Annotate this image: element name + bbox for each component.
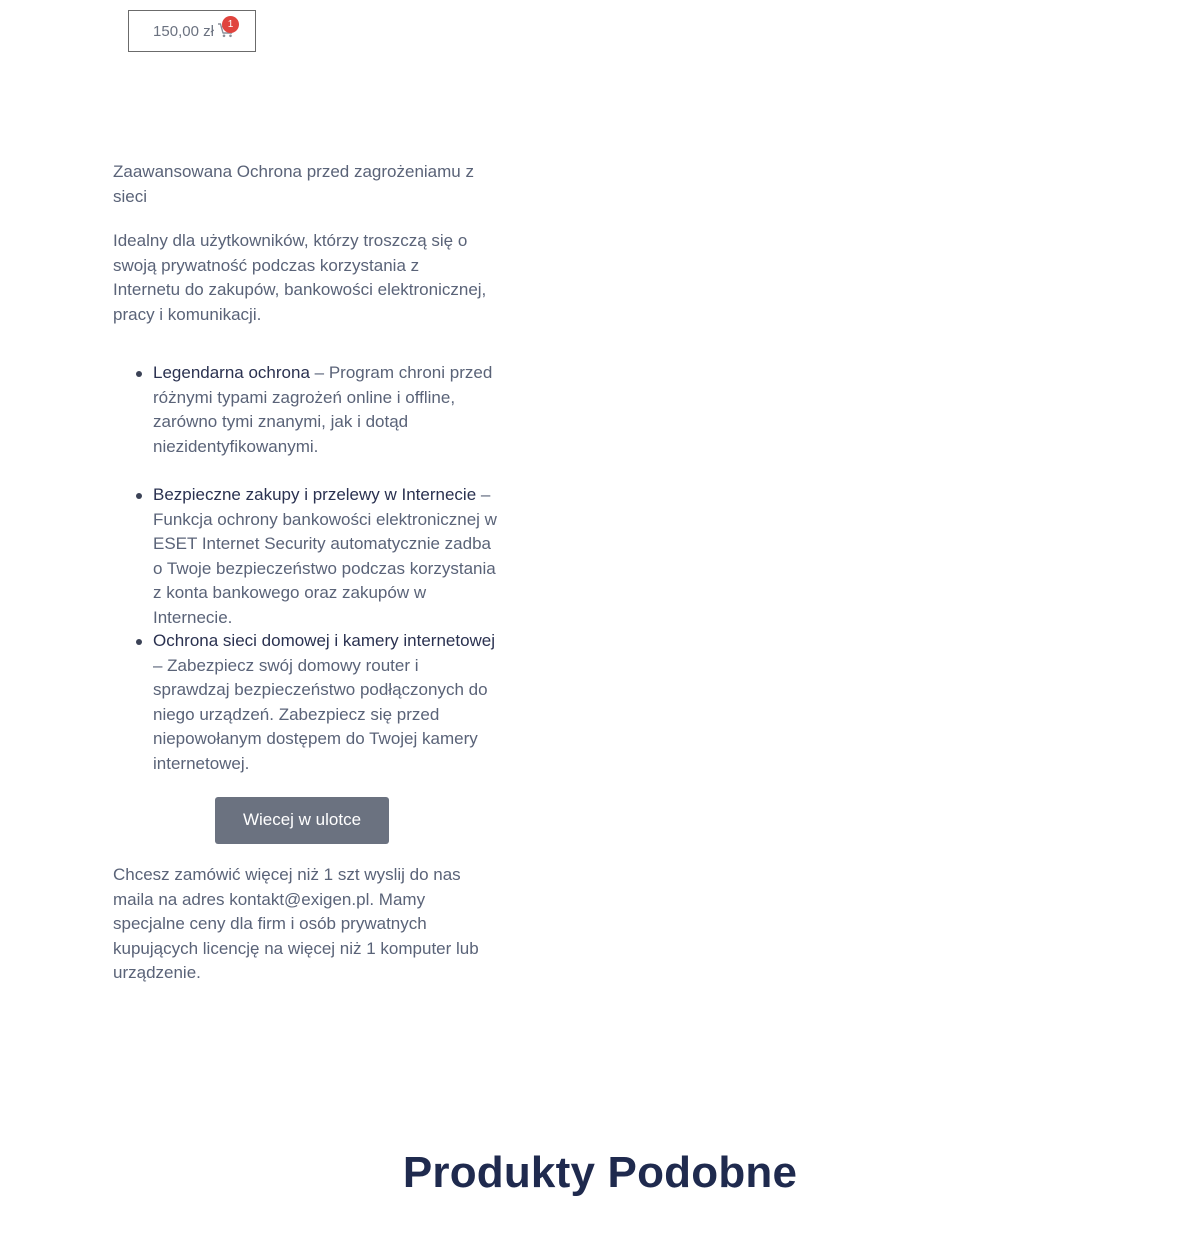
bulk-order-note: Chcesz zamówić więcej niż 1 szt wyslij do nas maila na adres kontakt@exigen.pl. Mamy specjalne ceny dla firm i osób prywatnych kupujących licencję na więcej niż 1 komputer lub urządzenie. [113, 865, 479, 982]
product-intro: Idealny dla użytkowników, którzy troszczą się o swoją prywatność podczas korzystania z Internetu do zakupów, bankowości elektronicznej, pracy i komunikacji. [113, 231, 487, 324]
feature-description: – Zabezpiecz swój domowy router i sprawdzaj bezpieczeństwo podłączonych do niego urządzeń. Zabezpiecz się przed niepowołanym dostępem do Twojej kamery internetowej. [153, 655, 488, 773]
feature-title: Bezpieczne zakupy i przelewy w Internecie [153, 485, 477, 504]
feature-description: – Program chroni przed różnymi typami zagrożeń online i offline, zarówno tymi znanymi, jak i dotąd niezidentyfikowanymi. [153, 363, 493, 456]
cart-total: 150,00 zł [153, 22, 214, 40]
cart-count-badge: 1 [222, 16, 239, 33]
feature-item [113, 629, 498, 776]
cart-button[interactable] [128, 10, 256, 52]
product-tagline: Zaawansowana Ochrona przed zagrożeniamu z sieci [113, 162, 474, 206]
feature-title: Legendarna ochrona [153, 363, 310, 382]
related-products-title: Produkty Podobne [402, 1148, 798, 1197]
brochure-button[interactable]: Wiecej w ulotce [215, 797, 389, 844]
feature-item [113, 483, 498, 629]
feature-description: – Funkcja ochrony bankowości elektronicznej w ESET Internet Security automatycznie zadba o Twoje bezpieczeństwo podczas korzystania z konta bankowego oraz zakupów w Internecie. [153, 485, 497, 627]
feature-item [113, 361, 498, 483]
feature-title: Ochrona sieci domowej i kamery internetowej [153, 631, 496, 650]
feature-list [113, 361, 498, 776]
